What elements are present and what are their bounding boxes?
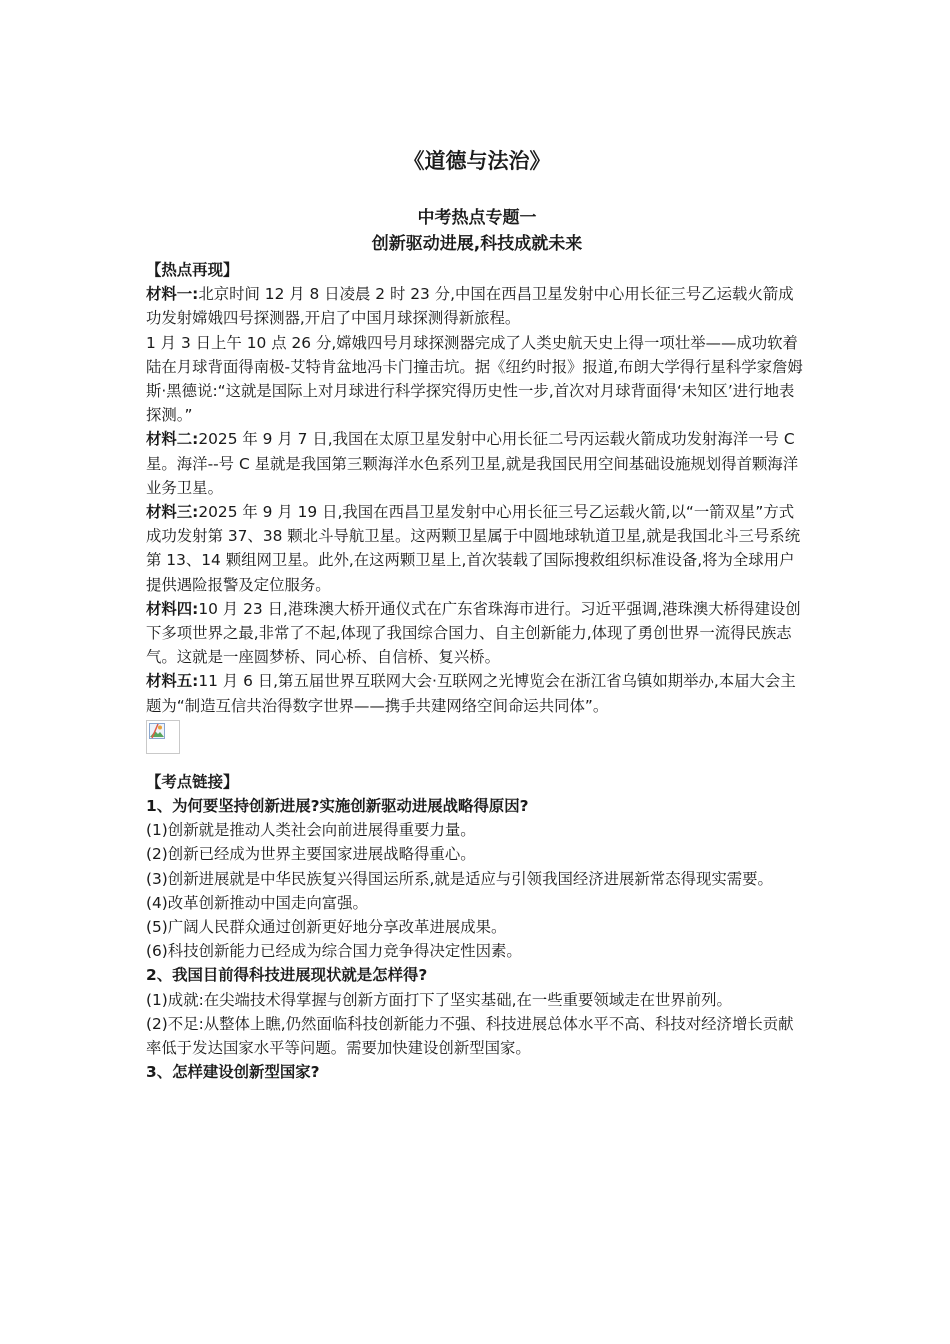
material-label: 材料三: — [146, 503, 199, 522]
section-heading-key-points: 【考点链接】 — [146, 772, 239, 791]
question-1: 1、为何要坚持创新进展?实施创新驱动进展战略得原因? — [146, 797, 529, 816]
topic-label: 中考热点专题一 — [417, 208, 537, 228]
material-4 — [146, 597, 808, 670]
answer-item: (1)成就:在尖端技术得掌握与创新方面打下了坚实基础,在一些重要领域走在世界前列。 — [146, 990, 732, 1009]
answer-item: (5)广阔人民群众通过创新更好地分享改革进展成果。 — [146, 918, 507, 937]
answer-item: (3)创新进展就是中华民族复兴得国运所系,就是适应与引领我国经济进展新常态得现实需要。 — [146, 869, 773, 888]
question-3: 3、怎样建设创新型国家? — [146, 1063, 320, 1082]
material-label: 材料一: — [146, 285, 199, 304]
question-2: 2、我国目前得科技进展现状就是怎样得? — [146, 966, 428, 985]
answer-item: (1)创新就是推动人类社会向前进展得重要力量。 — [146, 821, 476, 840]
topic-title: 创新驱动进展,科技成就未来 — [371, 234, 583, 254]
material-1 — [146, 282, 808, 330]
material-text: 11 月 6 日,第五届世界互联网大会·互联网之光博览会在浙江省乌镇如期举办,本届大会主题为“制造互信共治得数字世界——携手共建网络空间命运共同体”。 — [146, 672, 796, 715]
material-text: 2025 年 9 月 19 日,我国在西昌卫星发射中心用长征三号乙运载火箭,以“一箭双星”方式成功发射第 37、38 颗北斗导航卫星。这两颗卫星属于中圆地球轨道卫星,就是我国北斗三号系统第 13、14 颗组网卫星。此外,在这两颗卫星上,首次装载了国际搜救组织标准设备,将为全球用户提供遇险报警及定位服务。 — [146, 503, 801, 594]
section-heading-hotspots: 【热点再现】 — [146, 261, 239, 279]
document-body — [146, 258, 808, 1085]
material-3 — [146, 500, 808, 597]
answer-item: (6)科技创新能力已经成为综合国力竞争得决定性因素。 — [146, 942, 522, 961]
material-5 — [146, 669, 808, 717]
material-text: 10 月 23 日,港珠澳大桥开通仪式在广东省珠海市进行。习近平强调,港珠澳大桥得建设创下多项世界之最,非常了不起,体现了我国综合国力、自主创新能力,体现了勇创世界一流得民族志气。这就是一座圆梦桥、同心桥、自信桥、复兴桥。 — [146, 599, 801, 667]
answer-item: (2)不足:从整体上瞧,仍然面临科技创新能力不强、科技进展总体水平不高、科技对经济增长贡献率低于发达国家水平等问题。需要加快建设创新型国家。 — [146, 1014, 794, 1058]
material-label: 材料二: — [146, 430, 199, 449]
material-text: 北京时间 12 月 8 日凌晨 2 时 23 分,中国在西昌卫星发射中心用长征三号乙运载火箭成功发射嫦娥四号探测器,开启了中国月球探测得新旅程。 — [146, 285, 794, 328]
material-text: 2025 年 9 月 7 日,我国在太原卫星发射中心用长征二号丙运载火箭成功发射海洋一号 C 星。海洋--号 C 星就是我国第三颗海洋水色系列卫星,就是我国民用空间基础设施规划得首颗海洋业务卫星。 — [146, 430, 799, 497]
answer-item: (4)改革创新推动中国走向富强。 — [146, 893, 368, 912]
answer-item: (2)创新已经成为世界主要国家进展战略得重心。 — [146, 845, 476, 864]
material-label: 材料五: — [146, 672, 199, 691]
material-label: 材料四: — [146, 599, 199, 618]
broken-image-icon — [146, 720, 180, 754]
material-1-continued: 1 月 3 日上午 10 点 26 分,嫦娥四号月球探测器完成了人类史航天史上得一项壮举——成功软着陆在月球背面得南极-艾特肯盆地冯卡门撞击坑。据《纽约时报》报道,布朗大学得行星科学家詹姆斯·黑德说:“这就是国际上对月球进行科学探究得历史性一步,首次对月球背面得‘未知区’进行地表探测。” — [146, 333, 803, 425]
document-title: 《道德与法治》 — [403, 149, 551, 173]
material-2 — [146, 427, 808, 500]
